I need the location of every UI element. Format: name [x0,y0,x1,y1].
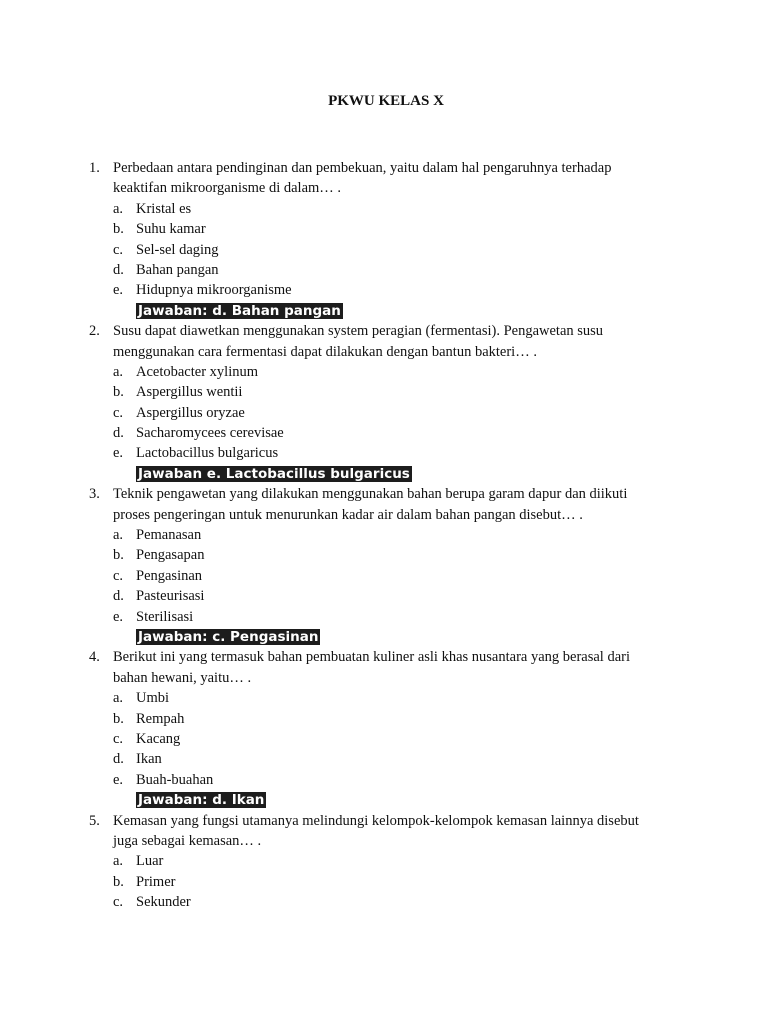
question-item [0,811,768,913]
answer-option [0,545,768,565]
answer-option [0,280,768,300]
option-text: Hidupnya mikroorganisme [136,282,292,299]
question-line [0,158,768,178]
question-item [0,321,768,484]
option-text: Sel-sel daging [136,241,219,258]
option-letter: c. [113,730,124,747]
answer-row [0,301,768,321]
option-text: Aspergillus wentii [136,384,243,401]
answer-option [0,566,768,586]
answer-option [0,709,768,729]
option-letter: a. [113,363,124,380]
question-item [0,647,768,810]
answer-key: Jawaban e. Lactobacillus bulgaricus [138,465,410,482]
answer-row [0,790,768,810]
option-letter: d. [113,261,124,278]
option-text: Suhu kamar [136,221,206,238]
question-text: Berikut ini yang termasuk bahan pembuatan kuliner asli khas nusantara yang berasal dari [113,649,631,666]
option-letter: a. [113,853,124,870]
option-text: Primer [136,873,176,890]
option-text: Bahan pangan [136,261,219,278]
answer-option [0,199,768,219]
question-list [0,158,768,912]
option-text: Sacharomycees cerevisae [136,425,284,442]
answer-key: Jawaban: d. Bahan pangan [138,302,341,319]
answer-option [0,362,768,382]
question-line [0,811,768,831]
question-line [0,342,768,362]
option-text: Buah-buahan [136,771,214,788]
option-text: Kacang [136,730,181,747]
answer-option [0,892,768,912]
answer-option [0,443,768,463]
question-number: 1. [89,160,100,176]
question-text: juga sebagai kemasan… . [113,832,262,849]
answer-option [0,688,768,708]
option-letter: d. [113,588,124,605]
question-number: 3. [89,486,100,503]
question-text: Perbedaan antara pendinginan dan pembekuan, yaitu dalam hal pengaruhnya terhadap [113,160,612,176]
option-letter: c. [113,241,124,258]
option-letter: b. [113,384,124,401]
option-text: Sterilisasi [136,608,194,625]
option-letter: e. [113,771,124,788]
option-text: Sekunder [136,894,191,911]
option-text: Pasteurisasi [136,588,205,605]
answer-option [0,872,768,892]
answer-option [0,729,768,749]
option-letter: a. [113,527,124,544]
answer-option [0,423,768,443]
question-text: proses pengeringan untuk menurunkan kadar air dalam bahan pangan disebut… . [113,506,583,523]
option-text: Lactobacillus bulgaricus [136,445,279,462]
question-number: 4. [89,649,100,666]
answer-option [0,851,768,871]
answer-option [0,525,768,545]
option-text: Rempah [136,710,185,727]
option-text: Luar [136,853,164,870]
question-line [0,178,768,198]
question-line [0,647,768,667]
option-letter: b. [113,221,124,238]
option-text: Pemanasan [136,527,202,544]
answer-option [0,770,768,790]
option-letter: b. [113,710,124,727]
option-text: Pengasapan [136,547,205,564]
option-letter: e. [113,282,124,299]
option-text: Kristal es [136,200,192,217]
question-number: 5. [89,812,100,829]
option-text: Aspergillus oryzae [136,404,245,421]
question-text: menggunakan cara fermentasi dapat dilakukan dengan bantun bakteri… . [113,343,537,360]
option-text: Umbi [136,690,170,707]
option-letter: e. [113,608,124,625]
question-number: 2. [89,323,100,340]
question-text: bahan hewani, yaitu… . [113,669,252,686]
option-letter: b. [113,873,124,890]
option-letter: e. [113,445,124,462]
option-letter: a. [113,690,124,707]
answer-option [0,240,768,260]
option-letter: c. [113,894,124,911]
option-text: Ikan [136,751,162,768]
answer-option [0,403,768,423]
page-title: PKWU KELAS X [328,93,444,109]
answer-option [0,607,768,627]
question-line [0,831,768,851]
answer-option [0,260,768,280]
answer-option [0,749,768,769]
option-letter: b. [113,547,124,564]
option-text: Acetobacter xylinum [136,363,258,380]
question-line [0,668,768,688]
question-line [0,505,768,525]
question-text: Teknik pengawetan yang dilakukan menggunakan bahan berupa garam dapur dan diikuti [113,486,628,503]
question-text: Kemasan yang fungsi utamanya melindungi kelompok-kelompok kemasan lainnya disebut [113,812,639,829]
question-line [0,321,768,341]
answer-key: Jawaban: d. Ikan [138,792,265,809]
option-letter: d. [113,425,124,442]
option-letter: d. [113,751,124,768]
question-item [0,158,768,321]
option-letter: c. [113,567,124,584]
option-letter: a. [113,200,124,217]
answer-option [0,219,768,239]
answer-key: Jawaban: c. Pengasinan [138,628,319,645]
option-text: Pengasinan [136,567,203,584]
answer-option [0,382,768,402]
question-line [0,484,768,504]
answer-row [0,627,768,647]
answer-row [0,464,768,484]
question-text: Susu dapat diawetkan menggunakan system peragian (fermentasi). Pengawetan susu [113,323,604,340]
question-item [0,484,768,647]
question-text: keaktifan mikroorganisme di dalam… . [113,180,342,197]
option-letter: c. [113,404,124,421]
answer-option [0,586,768,606]
